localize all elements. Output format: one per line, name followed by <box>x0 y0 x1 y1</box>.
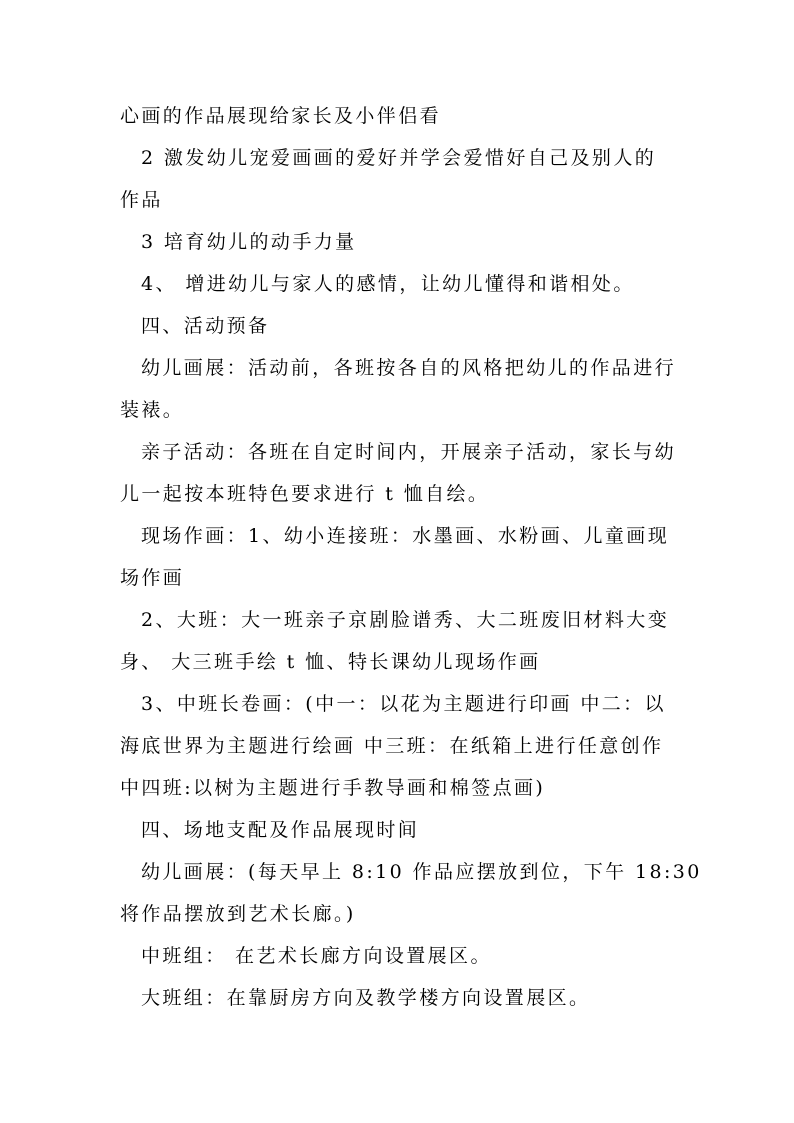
text-line: 身、 大三班手绘 t 恤、特长课幼儿现场作画 <box>120 651 541 673</box>
text-line: 将作品摆放到艺术长廊。) <box>120 903 356 925</box>
text-line: 场作画 <box>120 567 185 589</box>
text-line: 大班组：在靠厨房方向及教学楼方向设置展区。 <box>141 987 591 1009</box>
text-line: 现场作画：1、幼小连接班：水墨画、水粉画、儿童画现 <box>141 525 670 547</box>
section-heading: 四、场地支配及作品展现时间 <box>141 819 420 841</box>
text-line: 幼儿画展：(每天早上 8:10 作品应摆放到位，下午 18:30 <box>141 861 702 883</box>
text-line: 幼儿画展：活动前，各班按各自的风格把幼儿的作品进行 <box>141 357 677 379</box>
text-line: 4、 增进幼儿与家人的感情，让幼儿懂得和谐相处。 <box>141 273 635 295</box>
text-line: 3、中班长卷画：(中一：以花为主题进行印画 中二：以 <box>141 693 666 715</box>
text-line: 心画的作品展现给家长及小伴侣看 <box>120 105 442 127</box>
text-line: 中四班:以树为主题进行手教导画和棉签点画) <box>120 777 546 799</box>
text-line: 海底世界为主题进行绘画 中三班：在纸箱上进行任意创作 <box>120 735 664 757</box>
text-line: 中班组： 在艺术长廊方向设置展区。 <box>141 945 492 967</box>
text-line: 作品 <box>120 189 163 211</box>
text-line: 儿一起按本班特色要求进行 t 恤自绘。 <box>120 483 490 505</box>
text-line: 2、大班：大一班亲子京剧脸谱秀、大二班废旧材料大变 <box>141 609 670 631</box>
text-line: 装裱。 <box>120 399 185 421</box>
section-heading: 四、活动预备 <box>141 315 270 337</box>
text-line: 2 激发幼儿宠爱画画的爱好并学会爱惜好自己及别人的 <box>141 147 657 169</box>
text-line: 亲子活动：各班在自定时间内，开展亲子活动，家长与幼 <box>141 441 677 463</box>
text-line: 3 培育幼儿的动手力量 <box>141 231 357 253</box>
